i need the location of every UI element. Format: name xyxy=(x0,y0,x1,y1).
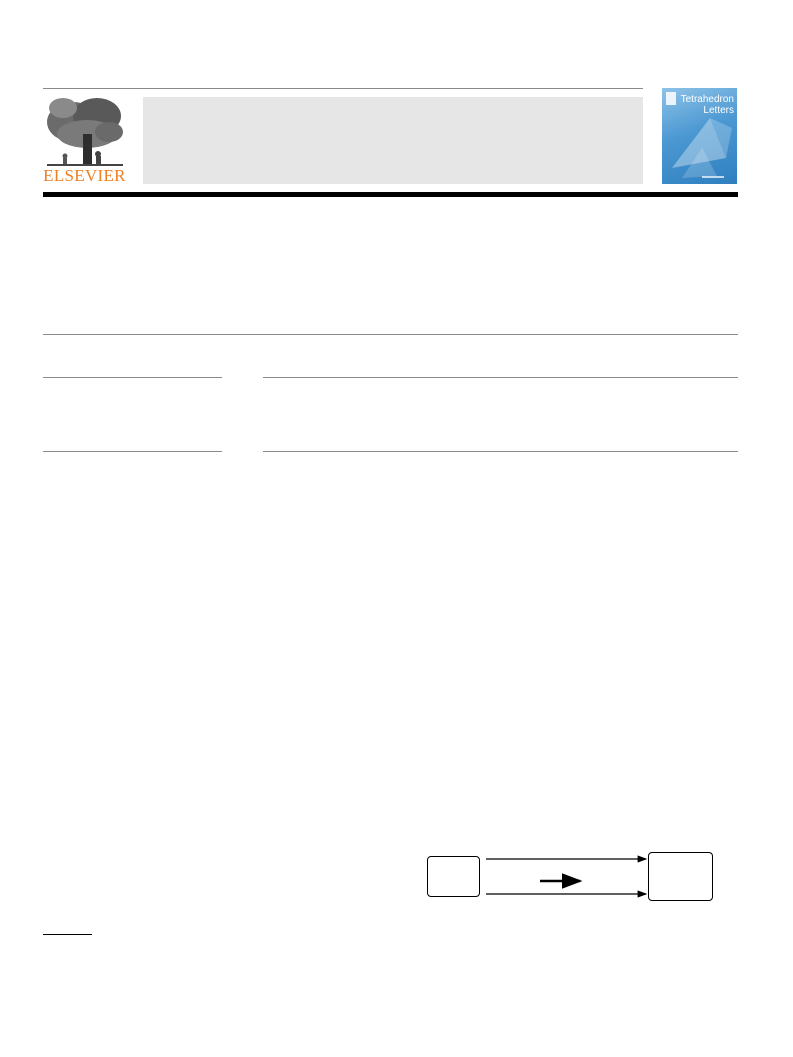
article-info-top-rule xyxy=(43,377,222,378)
abstract-bottom-rule xyxy=(263,451,738,452)
scheme-arrows xyxy=(480,850,650,900)
scheme-start-box xyxy=(427,856,480,897)
section-rule xyxy=(43,334,738,335)
publisher-name: ELSEVIER xyxy=(43,166,126,185)
scheme-product-box xyxy=(648,852,713,901)
journal-cover-title: Tetrahedron Letters xyxy=(680,94,734,116)
top-rule xyxy=(43,88,643,89)
footnote-rule xyxy=(43,934,92,935)
header-thick-rule xyxy=(43,192,738,197)
abstract-top-rule xyxy=(263,377,738,378)
article-info-bottom-rule xyxy=(43,451,222,452)
masthead-band xyxy=(143,97,643,184)
journal-cover-image xyxy=(662,88,737,184)
